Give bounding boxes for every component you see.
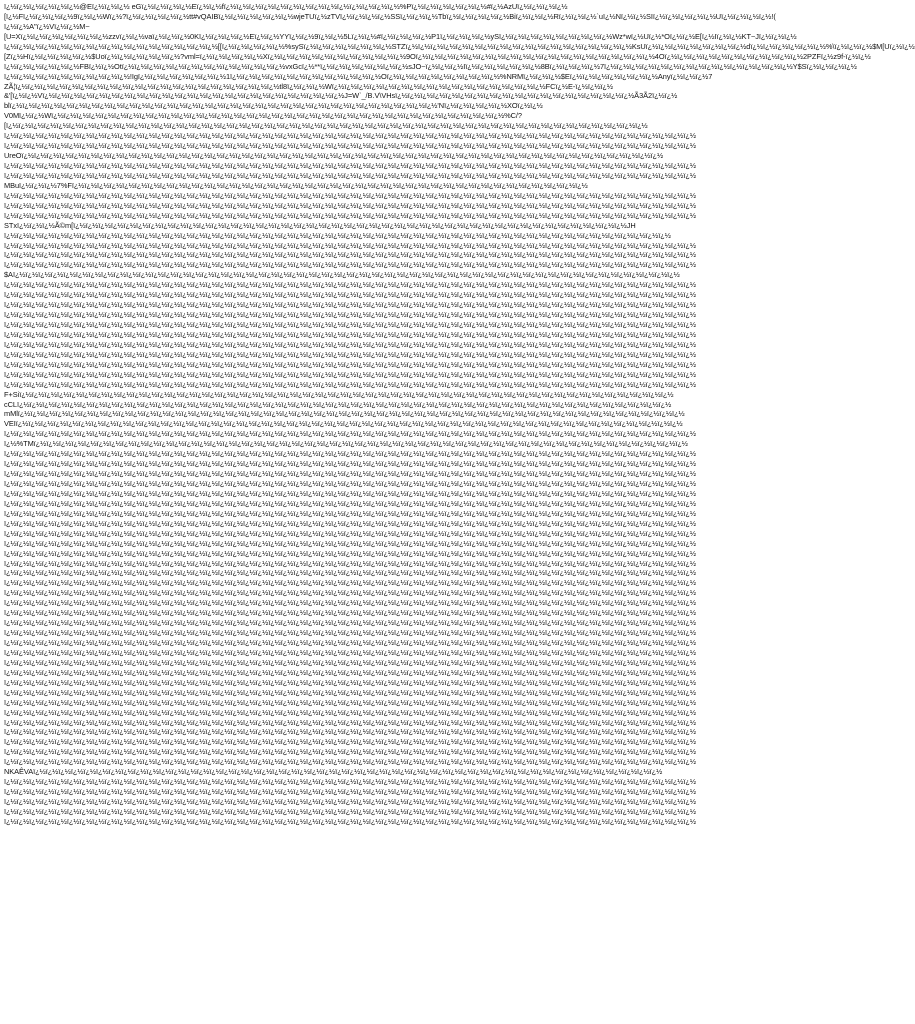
text-line: ï¿½ï¿½ï¿½ï¿½ï¿½ï¿½ï¿½ï¿½ï¿½ï¿½ï¿½ï¿½ï¿½ï¿½ï¿½ï¿½ï¿½ï¿½ï¿½ï¿½ï¿½ï¿½ï¿½ï¿½ï¿½ï¿½ï¿½ï¿½ï¿½ï¿½ï¿½ï¿½ï¿½ï¿½ï¿½ï¿½ï¿½ï¿½ï¿½ï¿½ï¿½ï¿½ï¿½ï¿½ï¿½ï¿½ï¿½ï¿½ï¿½ï¿½ï¿½ï¿½ï¿½ï¿½ï¿½: [4, 210, 696, 220]
text-line: $Aï¿½ï¿½ï¿½ï¿½ï¿½ï¿½ï¿½ï¿½ï¿½ï¿½ï¿½ï¿½ï¿½ï¿½ï¿½ï¿½ï¿½ï¿½ï¿½ï¿½ï¿½ï¿½ï¿½ï¿½ï¿½ï¿½ï¿½ï¿½ï¿½ï¿½ï¿½ï¿½ï¿½ï¿½ï¿½ï¿½ï¿½ï¿½ï¿½ï¿½ï¿½ï¿½ï¿½ï¿½ï¿½ï¿½ï¿½ï¿½ï¿½ï¿½ï¿½ï¿½ï¿½: [4, 270, 680, 280]
text-line: ï¿½ï¿½ï¿½ï¿½ï¿½ï¿½FBï¿½ï¿½Otï¿½ï¿½ï¿½ï¿½ï¿½ï¿½ï¿½ï¿½ï¿½ï¿½ï¿½ï¿½ï¿½vxGcï¿½**ï¿½ï¿½ï¿½ï¿½ï¿½ï¿½ï¿½sJO~ï¿½ï¿½ï¿½Iï¿½ï¿½ï¿½ï¿½ï¿½ï¿½8Bï¿½ï¿½ï¿½ï¿½7ï¿½ï¿½ï¿½ï¿½ï¿½ï¿½ï¿½ï¿½ï¿½ï¿½ï¿½ï¿½ï¿½ï¿½ï¿½Y$Sï¿½ï¿½ï¿½ï¿½: [4, 61, 857, 71]
text-line: ï¿½ï¿½ï¿½ï¿½ï¿½ï¿½ï¿½ï¿½ï¿½ï¿½ï¿½ï¿½ï¿½ï¿½ï¿½ï¿½ï¿½ï¿½ï¿½ï¿½ï¿½ï¿½ï¿½ï¿½ï¿½ï¿½ï¿½ï¿½ï¿½ï¿½ï¿½ï¿½ï¿½ï¿½ï¿½ï¿½ï¿½ï¿½ï¿½ï¿½ï¿½ï¿½ï¿½ï¿½ï¿½ï¿½ï¿½ï¿½ï¿½ï¿½ï¿½ï¿½ï¿½ï¿½ï¿½: [4, 200, 696, 210]
text-line: ï¿½ï¿½ï¿½ï¿½ï¿½ï¿½ï¿½ï¿½ï¿½ï¿½ï¿½ï¿½ï¿½ï¿½ï¿½ï¿½ï¿½ï¿½ï¿½ï¿½ï¿½ï¿½ï¿½ï¿½ï¿½ï¿½ï¿½ï¿½ï¿½ï¿½ï¿½ï¿½ï¿½ï¿½ï¿½ï¿½ï¿½ï¿½ï¿½ï¿½ï¿½ï¿½ï¿½ï¿½ï¿½ï¿½ï¿½ï¿½ï¿½ï¿½ï¿½ï¿½ï¿½ï¿½ï¿½: [4, 479, 696, 488]
text-line: ï¿½ï¿½ï¿½ï¿½ï¿½ï¿½ï¿½ï¿½ï¿½ï¿½ï¿½ï¿½ï¿½ï¿½ï¿½ï¿½ï¿½ï¿½ï¿½ï¿½ï¿½ï¿½ï¿½ï¿½ï¿½ï¿½ï¿½ï¿½ï¿½ï¿½ï¿½ï¿½ï¿½ï¿½ï¿½ï¿½ï¿½ï¿½ï¿½ï¿½ï¿½ï¿½ï¿½ï¿½ï¿½ï¿½ï¿½ï¿½ï¿½ï¿½ï¿½ï¿½ï¿½ï¿½ï¿½: [4, 578, 696, 588]
text-line: ï¿½ï¿½ï¿½ï¿½ï¿½ï¿½ï¿½ï¿½ï¿½ï¿½ï¿½ï¿½ï¿½ï¿½ï¿½ï¿½ï¿½ï¿½ï¿½ï¿½ï¿½ï¿½ï¿½ï¿½ï¿½ï¿½ï¿½ï¿½ï¿½ï¿½ï¿½ï¿½ï¿½ï¿½ï¿½ï¿½ï¿½ï¿½ï¿½ï¿½ï¿½ï¿½ï¿½ï¿½ï¿½ï¿½ï¿½ï¿½ï¿½ï¿½ï¿½ï¿½ï¿½ï¿½ï¿½: [4, 737, 696, 747]
text-line: ï¿½ï¿½ï¿½ï¿½ï¿½ï¿½ï¿½ï¿½ï¿½ï¿½ï¿½ï¿½ï¿½ï¿½ï¿½ï¿½ï¿½ï¿½ï¿½ï¿½ï¿½ï¿½ï¿½ï¿½ï¿½ï¿½ï¿½ï¿½ï¿½ï¿½ï¿½ï¿½ï¿½ï¿½ï¿½ï¿½ï¿½ï¿½ï¿½ï¿½ï¿½ï¿½ï¿½ï¿½ï¿½ï¿½ï¿½ï¿½ï¿½ï¿½ï¿½ï¿½ï¿½ï¿½ï¿½: [4, 449, 696, 459]
text-line: ï¿½ï¿½ï¿½ï¿½ï¿½ï¿½ï¿½ï¿½ï¿½ï¿½ï¿½ï¿½ï¿½ï¿½ï¿½ï¿½ï¿½ï¿½ï¿½ï¿½ï¿½ï¿½ï¿½ï¿½ï¿½ï¿½ï¿½ï¿½ï¿½ï¿½ï¿½ï¿½ï¿½ï¿½ï¿½ï¿½ï¿½ï¿½ï¿½ï¿½ï¿½ï¿½ï¿½ï¿½ï¿½ï¿½ï¿½ï¿½ï¿½ï¿½ï¿½ï¿½ï¿½ï¿½ï¿½: [4, 240, 696, 250]
text-line: MBuï¿½ï¿½ï¿½7%Fï¿½ï¿½ï¿½ï¿½ï¿½ï¿½ï¿½ï¿½ï¿½ï¿½ï¿½ï¿½ï¿½ï¿½ï¿½ï¿½ï¿½ï¿½ï¿½ï¿½ï¿½ï¿½ï¿½ï¿½ï¿½ï¿½ï¿½ï¿½ï¿½ï¿½ï¿½ï¿½ï¿½ï¿½ï¿½ï¿½ï¿½ï¿½ï¿½ï¿½ï¿½: [4, 180, 588, 190]
text-line: ï¿½ï¿½ï¿½ï¿½ï¿½ï¿½ï¿½ï¿½ï¿½ï¿½ï¿½ï¿½ï¿½ï¿½ï¿½ï¿½ï¿½ï¿½ï¿½ï¿½ï¿½ï¿½ï¿½ï¿½ï¿½ï¿½ï¿½ï¿½ï¿½ï¿½ï¿½ï¿½ï¿½ï¿½ï¿½ï¿½ï¿½ï¿½ï¿½ï¿½ï¿½ï¿½ï¿½ï¿½ï¿½ï¿½ï¿½ï¿½ï¿½ï¿½ï¿½ï¿½ï¿½ï¿½ï¿½: [4, 797, 696, 806]
text-line: ï¿½ï¿½ï¿½ï¿½ï¿½ï¿½ï¿½ï¿½ï¿½ï¿½ï¿½ï¿½ï¿½ï¿½ï¿½ï¿½ï¿½ï¿½ï¿½ï¿½ï¿½ï¿½ï¿½ï¿½ï¿½ï¿½ï¿½ï¿½ï¿½ï¿½ï¿½ï¿½ï¿½ï¿½ï¿½ï¿½ï¿½ï¿½ï¿½ï¿½ï¿½ï¿½ï¿½ï¿½ï¿½ï¿½ï¿½ï¿½ï¿½ï¿½ï¿½ï¿½ï¿½ï¿½ï¿½: [4, 131, 696, 141]
text-line: [U=Xï¿½ï¿½ï¿½ï¿½ï¿½ï¿½ï¿½zzvï¿½ï¿½vaï¿½ï¿½ï¿½0Kï¿½ï¿½ï¿½ï¿½Eï¿½ï¿½YYï¿½ï¿½9ï¿½ï¿½5Lï¿½ï¿½#ï¿½ï¿½ï¿½ï¿½P1ï¿½ï¿½ï¿½ï¿½ySï¿½ï¿½ï¿½ï¿½ï¿½ï¿½ï¿½ï¿½ï¿½Wz*wï¿½Uï¿½*Oï¿½ï¿½E[ï¿½Iï¿½ï¿½KT~Jï¿½ï¿½ï¿½: [4, 31, 797, 41]
text-line: ï¿½%TMï¿½ï¿½ï¿½ï¿½ï¿½ï¿½ï¿½ï¿½ï¿½ï¿½ï¿½ï¿½ï¿½ï¿½ï¿½ï¿½ï¿½ï¿½ï¿½ï¿½ï¿½ï¿½ï¿½ï¿½ï¿½ï¿½ï¿½ï¿½ï¿½ï¿½ï¿½ï¿½ï¿½ï¿½ï¿½ï¿½ï¿½ï¿½ï¿½ï¿½ï¿½ï¿½ï¿½ï¿½ï¿½ï¿½ï¿½ï¿½ï¿½ï¿½ï¿½ï¿½: [4, 439, 688, 449]
text-line: ï¿½ï¿½ï¿½ï¿½ï¿½ï¿½ï¿½ï¿½ï¿½ï¿½ï¿½ï¿½ï¿½ï¿½ï¿½ï¿½ï¿½ï¿½ï¿½ï¿½ï¿½ï¿½ï¿½ï¿½ï¿½ï¿½ï¿½ï¿½ï¿½ï¿½ï¿½ï¿½ï¿½ï¿½ï¿½ï¿½ï¿½ï¿½ï¿½ï¿½ï¿½ï¿½ï¿½ï¿½ï¿½ï¿½ï¿½ï¿½ï¿½ï¿½ï¿½ï¿½ï¿½ï¿½ï¿½: [4, 667, 696, 677]
text-line: ï¿½ï¿½ï¿½ï¿½ï¿½ï¿½ï¿½ï¿½ï¿½ï¿½ï¿½ï¿½ï¿½ï¿½ï¿½ï¿½ï¿½ï¿½ï¿½ï¿½ï¿½ï¿½ï¿½ï¿½ï¿½ï¿½ï¿½ï¿½ï¿½ï¿½ï¿½ï¿½ï¿½ï¿½ï¿½ï¿½ï¿½ï¿½ï¿½ï¿½ï¿½ï¿½ï¿½ï¿½ï¿½ï¿½ï¿½ï¿½ï¿½ï¿½ï¿½ï¿½ï¿½ï¿½ï¿½: [4, 608, 696, 618]
text-line: ï¿½ï¿½ï¿½ï¿½ï¿½ï¿½ï¿½ï¿½ï¿½ï¿½ï¿½ï¿½ï¿½ï¿½ï¿½ï¿½ï¿½ï¿½ï¿½ï¿½ï¿½ï¿½ï¿½ï¿½ï¿½ï¿½ï¿½ï¿½ï¿½ï¿½ï¿½ï¿½ï¿½ï¿½ï¿½ï¿½ï¿½ï¿½ï¿½ï¿½ï¿½ï¿½ï¿½ï¿½ï¿½ï¿½ï¿½ï¿½ï¿½ï¿½ï¿½ï¿½ï¿½ï¿½ï¿½: [4, 280, 696, 290]
text-line: ï¿½ï¿½ï¿½ï¿½ï¿½ï¿½ï¿½ï¿½ï¿½ï¿½ï¿½ï¿½ï¿½ï¿½ï¿½ï¿½ï¿½[[ï¿½ï¿½ï¿½ï¿½ï¿½%sySï¿½ï¿½ï¿½ï¿½ï¿½ï¿½ï¿½STZï¿½ï¿½ï¿½ï¿½ï¿½ï¿½ï¿½ï¿½ï¿½ï¿½ï¿½ï¿½ï¿½ï¿½ï¿½ï¿½ï¿½ï¿½KsUï¿½ï¿½ï¿½ï¿½ï¿½ï¿½ï¿½ï¿½dï¿½ï¿½ï¿½ï¿½ï¿½ï¿½%\ï¿½ï¿½ï¿½$M[Uï¿½ï¿½: [4, 41, 915, 51]
text-line: [Zï¿½Hï¿½ï¿½ï¿½ï¿½ï¿½$Uoï¿½ï¿½ï¿½ï¿½ï¿½ï¿½?vml=ï¿½ï¿½ï¿½ï¿½ï¿½Xï¿½ï¿½ï¿½ï¿½ï¿½ï¿½ï¿½ï¿½ï¿½ï¿½ï¿½9Oï¿½ï¿½ï¿½ï¿½ï¿½ï¿½ï¿½ï¿½ï¿½ï¿½ï¿½ï¿½ï¿½ï¿½ï¿½ï¿½ï¿½ï¿½ï¿½4Oï¿½ï¿½ï¿½ï¿½ï¿½ï¿½ï¿½ï¿½ï¿½ï¿½ï¿½2PZFï¿½z9f-ï¿½ï¿½: [4, 51, 871, 61]
text-line: ï¿½ï¿½ï¿½ï¿½ï¿½ï¿½ï¿½ï¿½ï¿½ï¿½ï¿½ï¿½ï¿½ï¿½ï¿½ï¿½ï¿½ï¿½ï¿½ï¿½ï¿½ï¿½ï¿½ï¿½ï¿½ï¿½ï¿½ï¿½ï¿½ï¿½ï¿½ï¿½ï¿½ï¿½ï¿½ï¿½ï¿½ï¿½ï¿½ï¿½ï¿½ï¿½ï¿½ï¿½ï¿½ï¿½ï¿½ï¿½ï¿½ï¿½ï¿½ï¿½ï¿½ï¿½ï¿½: [4, 190, 696, 200]
text-line: ï¿½ï¿½ï¿½ï¿½ï¿½ï¿½ï¿½ï¿½ï¿½ï¿½ï¿½ï¿½ï¿½ï¿½ï¿½ï¿½ï¿½ï¿½ï¿½ï¿½ï¿½ï¿½ï¿½ï¿½ï¿½ï¿½ï¿½ï¿½ï¿½ï¿½ï¿½ï¿½ï¿½ï¿½ï¿½ï¿½ï¿½ï¿½ï¿½ï¿½ï¿½ï¿½ï¿½ï¿½ï¿½ï¿½ï¿½ï¿½ï¿½ï¿½ï¿½ï¿½ï¿½ï¿½ï¿½: [4, 697, 696, 707]
text-line: ï¿½ï¿½ï¿½ï¿½ï¿½ï¿½ï¿½ï¿½ï¿½ï¿½ï¿½ï¿½ï¿½ï¿½ï¿½ï¿½ï¿½ï¿½ï¿½ï¿½ï¿½ï¿½ï¿½ï¿½ï¿½ï¿½ï¿½ï¿½ï¿½ï¿½ï¿½ï¿½ï¿½ï¿½ï¿½ï¿½ï¿½ï¿½ï¿½ï¿½ï¿½ï¿½ï¿½ï¿½ï¿½ï¿½ï¿½ï¿½ï¿½ï¿½ï¿½ï¿½ï¿½ï¿½ï¿½: [4, 598, 696, 608]
text-line: ï¿½ï¿½ï¿½ï¿½ï¿½ï¿½ï¿½ï¿½ï¿½ï¿½ï¿½ï¿½ï¿½ï¿½ï¿½ï¿½ï¿½ï¿½ï¿½ï¿½ï¿½ï¿½ï¿½ï¿½ï¿½ï¿½ï¿½ï¿½ï¿½ï¿½ï¿½ï¿½ï¿½ï¿½ï¿½ï¿½ï¿½ï¿½ï¿½ï¿½ï¿½ï¿½ï¿½ï¿½ï¿½ï¿½ï¿½ï¿½ï¿½ï¿½ï¿½ï¿½ï¿½ï¿½ï¿½: [4, 538, 696, 548]
text-line: ï¿½ï¿½ï¿½ï¿½ï¿½ï¿½ï¿½ï¿½ï¿½ï¿½ï¿½ï¿½ï¿½ï¿½ï¿½ï¿½ï¿½ï¿½ï¿½ï¿½ï¿½ï¿½ï¿½ï¿½ï¿½ï¿½ï¿½ï¿½ï¿½ï¿½ï¿½ï¿½ï¿½ï¿½ï¿½ï¿½ï¿½ï¿½ï¿½ï¿½ï¿½ï¿½ï¿½ï¿½ï¿½ï¿½ï¿½ï¿½ï¿½ï¿½ï¿½ï¿½ï¿½ï¿½ï¿½: [4, 628, 696, 638]
text-line: ï¿½ï¿½ï¿½ï¿½ï¿½ï¿½ï¿½ï¿½ï¿½ï¿½ï¿½ï¿½ï¿½ï¿½ï¿½ï¿½ï¿½ï¿½ï¿½ï¿½ï¿½ï¿½ï¿½ï¿½ï¿½ï¿½ï¿½ï¿½ï¿½ï¿½ï¿½ï¿½ï¿½ï¿½ï¿½ï¿½ï¿½ï¿½ï¿½ï¿½ï¿½ï¿½ï¿½ï¿½ï¿½ï¿½ï¿½ï¿½ï¿½ï¿½ï¿½ï¿½ï¿½ï¿½ï¿½: [4, 528, 696, 538]
text-line: ï¿½ï¿½ï¿½ï¿½ï¿½ï¿½ï¿½ï¿½ï¿½ï¿½ï¿½ï¿½ï¿½ï¿½ï¿½ï¿½ï¿½ï¿½ï¿½ï¿½ï¿½ï¿½ï¿½ï¿½ï¿½ï¿½ï¿½ï¿½ï¿½ï¿½ï¿½ï¿½ï¿½ï¿½ï¿½ï¿½ï¿½ï¿½ï¿½ï¿½ï¿½ï¿½ï¿½ï¿½ï¿½ï¿½ï¿½ï¿½ï¿½ï¿½ï¿½ï¿½ï¿½ï¿½ï¿½: [4, 359, 696, 369]
text-line: STxï¿½ï¿½ï¿½Ã©m[ï¿½ï¿½ï¿½ï¿½ï¿½ï¿½ï¿½ï¿½ï¿½ï¿½ï¿½ï¿½ï¿½ï¿½ï¿½ï¿½ï¿½ï¿½ï¿½ï¿½ï¿½ï¿½ï¿½ï¿½ï¿½ï¿½ï¿½ï¿½ï¿½ï¿½ï¿½ï¿½ï¿½ï¿½ï¿½ï¿½ï¿½ï¿½ï¿½ï¿½ï¿½ï¿½ï¿½ï¿½JH: [4, 220, 636, 230]
text-line: ï¿½ï¿½ï¿½ï¿½ï¿½ï¿½ï¿½ï¿½ï¿½ï¿½ï¿½ï¿½ï¿½ï¿½ï¿½ï¿½ï¿½ï¿½ï¿½ï¿½ï¿½ï¿½ï¿½ï¿½ï¿½ï¿½ï¿½ï¿½ï¿½ï¿½ï¿½ï¿½ï¿½ï¿½ï¿½ï¿½ï¿½ï¿½ï¿½ï¿½ï¿½ï¿½ï¿½ï¿½ï¿½ï¿½ï¿½ï¿½ï¿½ï¿½ï¿½ï¿½ï¿½ï¿½ï¿½: [4, 518, 696, 528]
text-line: ï¿½ï¿½ï¿½ï¿½ï¿½ï¿½ï¿½ï¿½ï¿½ï¿½ï¿½ï¿½ï¿½ï¿½ï¿½ï¿½ï¿½ï¿½ï¿½ï¿½ï¿½ï¿½ï¿½ï¿½ï¿½ï¿½ï¿½ï¿½ï¿½ï¿½ï¿½ï¿½ï¿½ï¿½ï¿½ï¿½ï¿½ï¿½ï¿½ï¿½ï¿½ï¿½ï¿½ï¿½ï¿½ï¿½ï¿½ï¿½ï¿½ï¿½ï¿½ï¿½ï¿½ï¿½ï¿½: [4, 618, 696, 628]
text-line: F+Siï¿½ï¿½ï¿½ï¿½ï¿½ï¿½ï¿½ï¿½ï¿½ï¿½ï¿½ï¿½ï¿½ï¿½ï¿½ï¿½ï¿½ï¿½ï¿½ï¿½ï¿½ï¿½ï¿½ï¿½ï¿½ï¿½ï¿½ï¿½ï¿½ï¿½ï¿½ï¿½ï¿½ï¿½ï¿½ï¿½ï¿½ï¿½ï¿½ï¿½ï¿½ï¿½ï¿½ï¿½ï¿½ï¿½ï¿½ï¿½ï¿½ï¿½ï¿½ï¿½: [4, 389, 674, 399]
text-line: ï¿½ï¿½ï¿½ï¿½ï¿½ï¿½ï¿½ï¿½ï¿½ï¿½ï¿½ï¿½ï¿½ï¿½ï¿½ï¿½ï¿½ï¿½ï¿½ï¿½ï¿½ï¿½ï¿½ï¿½ï¿½ï¿½ï¿½ï¿½ï¿½ï¿½ï¿½ï¿½ï¿½ï¿½ï¿½ï¿½ï¿½ï¿½ï¿½ï¿½ï¿½ï¿½ï¿½ï¿½ï¿½ï¿½ï¿½ï¿½ï¿½ï¿½ï¿½ï¿½ï¿½ï¿½ï¿½: [4, 498, 696, 508]
text-line: ï¿½ï¿½ï¿½ï¿½ï¿½ï¿½ï¿½ï¿½ï¿½ï¿½ï¿½ï¿½ï¿½ï¿½ï¿½ï¿½ï¿½ï¿½ï¿½ï¿½ï¿½ï¿½ï¿½ï¿½ï¿½ï¿½ï¿½ï¿½ï¿½ï¿½ï¿½ï¿½ï¿½ï¿½ï¿½ï¿½ï¿½ï¿½ï¿½ï¿½ï¿½ï¿½ï¿½ï¿½ï¿½ï¿½ï¿½ï¿½ï¿½ï¿½ï¿½ï¿½ï¿½ï¿½ï¿½: [4, 339, 696, 349]
text-line: ï¿½ï¿½ï¿½ï¿½ï¿½ï¿½ï¿½ï¿½ï¿½ï¿½ï¿½ï¿½ï¿½ï¿½ï¿½ï¿½ï¿½ï¿½ï¿½ï¿½ï¿½ï¿½ï¿½ï¿½ï¿½ï¿½ï¿½ï¿½ï¿½ï¿½ï¿½ï¿½ï¿½ï¿½ï¿½ï¿½ï¿½ï¿½ï¿½ï¿½ï¿½ï¿½ï¿½ï¿½ï¿½ï¿½ï¿½ï¿½ï¿½ï¿½ï¿½ï¿½ï¿½ï¿½ï¿½: [4, 379, 696, 389]
text-line: ï¿½ï¿½ï¿½ï¿½ï¿½ï¿½ï¿½ï¿½ï¿½ï¿½ï¿½ï¿½ï¿½ï¿½ï¿½ï¿½ï¿½ï¿½ï¿½ï¿½ï¿½ï¿½ï¿½ï¿½ï¿½ï¿½ï¿½ï¿½ï¿½ï¿½ï¿½ï¿½ï¿½ï¿½ï¿½ï¿½ï¿½ï¿½ï¿½ï¿½ï¿½ï¿½ï¿½ï¿½ï¿½ï¿½ï¿½ï¿½ï¿½ï¿½ï¿½ï¿½ï¿½ï¿½ï¿½: [4, 638, 696, 647]
text-line: cCLï¿½ï¿½ï¿½ï¿½ï¿½ï¿½ï¿½ï¿½ï¿½ï¿½ï¿½ï¿½ï¿½ï¿½ï¿½ï¿½ï¿½ï¿½ï¿½ï¿½ï¿½ï¿½ï¿½ï¿½ï¿½ï¿½ï¿½ï¿½ï¿½ï¿½ï¿½ï¿½ï¿½ï¿½ï¿½ï¿½ï¿½ï¿½ï¿½ï¿½ï¿½ï¿½ï¿½ï¿½ï¿½ï¿½ï¿½ï¿½ï¿½ï¿½ï¿½ï¿½: [4, 399, 672, 409]
text-line: ï¿½ï¿½ï¿½ï¿½ï¿½ï¿½ï¿½ï¿½ï¿½ï¿½ï¿½ï¿½ï¿½ï¿½ï¿½ï¿½ï¿½ï¿½ï¿½ï¿½ï¿½ï¿½ï¿½ï¿½ï¿½ï¿½ï¿½ï¿½ï¿½ï¿½ï¿½ï¿½ï¿½ï¿½ï¿½ï¿½ï¿½ï¿½ï¿½ï¿½ï¿½ï¿½ï¿½ï¿½ï¿½ï¿½ï¿½ï¿½ï¿½ï¿½ï¿½ï¿½ï¿½ï¿½ï¿½: [4, 161, 696, 170]
text-line: ï¿½ï¿½ï¿½ï¿½ï¿½ï¿½ï¿½ï¿½ï¿½ï¿½ï¿½ï¿½ï¿½ï¿½ï¿½ï¿½ï¿½ï¿½ï¿½ï¿½ï¿½ï¿½ï¿½ï¿½ï¿½ï¿½ï¿½ï¿½ï¿½ï¿½ï¿½ï¿½ï¿½ï¿½ï¿½ï¿½ï¿½ï¿½ï¿½ï¿½ï¿½ï¿½ï¿½ï¿½ï¿½ï¿½ï¿½ï¿½ï¿½ï¿½ï¿½ï¿½ï¿½ï¿½ï¿½: [4, 459, 696, 469]
text-line: ï¿½ï¿½ï¿½ï¿½ï¿½ï¿½ï¿½ï¿½ï¿½ï¿½ï¿½ï¿½ï¿½ï¿½ï¿½ï¿½ï¿½ï¿½ï¿½ï¿½ï¿½ï¿½ï¿½ï¿½ï¿½ï¿½ï¿½ï¿½ï¿½ï¿½ï¿½ï¿½ï¿½ï¿½ï¿½ï¿½ï¿½ï¿½ï¿½ï¿½ï¿½ï¿½ï¿½ï¿½ï¿½ï¿½ï¿½ï¿½ï¿½ï¿½ï¿½ï¿½ï¿½ï¿½ï¿½: [4, 369, 696, 379]
text-line: ï¿½ï¿½ï¿½ï¿½ï¿½ï¿½ï¿½ï¿½ï¿½ï¿½ï¿½ï¿½ï¿½ï¿½ï¿½ï¿½ï¿½ï¿½ï¿½ï¿½ï¿½ï¿½ï¿½ï¿½ï¿½ï¿½ï¿½ï¿½ï¿½ï¿½ï¿½ï¿½ï¿½ï¿½ï¿½ï¿½ï¿½ï¿½ï¿½ï¿½ï¿½ï¿½ï¿½ï¿½ï¿½ï¿½ï¿½ï¿½ï¿½ï¿½ï¿½ï¿½ï¿½ï¿½ï¿½: [4, 677, 696, 687]
text-line: ï¿½ï¿½ï¿½ï¿½ï¿½ï¿½ï¿½ï¿½ï¿½ï¿½ï¿½ï¿½ï¿½ï¿½ï¿½ï¿½ï¿½ï¿½ï¿½ï¿½ï¿½ï¿½ï¿½ï¿½ï¿½ï¿½ï¿½ï¿½ï¿½ï¿½ï¿½ï¿½ï¿½ï¿½ï¿½ï¿½ï¿½ï¿½ï¿½ï¿½ï¿½ï¿½ï¿½ï¿½ï¿½ï¿½ï¿½ï¿½ï¿½ï¿½ï¿½ï¿½ï¿½ï¿½ï¿½: [4, 290, 696, 300]
text-line: ï¿½ï¿½ï¿½ï¿½ï¿½ï¿½ï¿½ï¿½ï¿½ï¿½ï¿½ï¿½ï¿½ï¿½ï¿½ï¿½ï¿½ï¿½ï¿½ï¿½ï¿½ï¿½ï¿½ï¿½ï¿½ï¿½ï¿½ï¿½ï¿½ï¿½ï¿½ï¿½ï¿½ï¿½ï¿½ï¿½ï¿½ï¿½ï¿½ï¿½ï¿½ï¿½ï¿½ï¿½ï¿½ï¿½ï¿½ï¿½ï¿½ï¿½ï¿½ï¿½ï¿½ï¿½ï¿½: [4, 687, 696, 697]
text-line: ï¿½ï¿½ï¿½ï¿½ï¿½ï¿½ï¿½ï¿½ï¿½ï¿½ï¿½ï¿½ï¿½ï¿½ï¿½ï¿½ï¿½ï¿½ï¿½ï¿½ï¿½ï¿½ï¿½ï¿½ï¿½ï¿½ï¿½ï¿½ï¿½ï¿½ï¿½ï¿½ï¿½ï¿½ï¿½ï¿½ï¿½ï¿½ï¿½ï¿½ï¿½ï¿½ï¿½ï¿½ï¿½ï¿½ï¿½ï¿½ï¿½ï¿½ï¿½ï¿½ï¿½ï¿½ï¿½: [4, 310, 696, 320]
text-line: blï¿½ï¿½ï¿½ï¿½ï¿½ï¿½ï¿½ï¿½ï¿½ï¿½ï¿½ï¿½ï¿½ï¿½ï¿½ï¿½ï¿½ï¿½ï¿½ï¿½ï¿½ï¿½ï¿½ï¿½ï¿½ï¿½ï¿½ï¿½ï¿½ï¿½ï¿½ï¿½ï¿½ï¿½'Nï¿½ï¿½ï¿½ï¿½ï¿½XOï¿½ï¿½: [4, 101, 543, 111]
text-line: ï¿½ï¿½ï¿½ï¿½ï¿½ï¿½ï¿½ï¿½ï¿½ï¿½ï¿½ï¿½ï¿½ï¿½ï¿½ï¿½ï¿½ï¿½ï¿½ï¿½ï¿½ï¿½ï¿½ï¿½ï¿½ï¿½ï¿½ï¿½ï¿½ï¿½ï¿½ï¿½ï¿½ï¿½ï¿½ï¿½ï¿½ï¿½ï¿½ï¿½ï¿½ï¿½ï¿½ï¿½ï¿½ï¿½ï¿½ï¿½ï¿½ï¿½ï¿½ï¿½ï¿½: [4, 230, 671, 240]
text-line: ï¿½ï¿½ï¿½ï¿½ï¿½ï¿½ï¿½ï¿½ï¿½ï¿½ï¿½ï¿½ï¿½ï¿½ï¿½ï¿½ï¿½ï¿½ï¿½ï¿½ï¿½ï¿½ï¿½ï¿½ï¿½ï¿½ï¿½ï¿½ï¿½ï¿½ï¿½ï¿½ï¿½ï¿½ï¿½ï¿½ï¿½ï¿½ï¿½ï¿½ï¿½ï¿½ï¿½ï¿½ï¿½ï¿½ï¿½ï¿½ï¿½ï¿½ï¿½ï¿½ï¿½ï¿½ï¿½: [4, 260, 696, 270]
text-line: ï¿½ï¿½ï¿½ï¿½ï¿½ï¿½ï¿½ï¿½ï¿½ï¿½ï¿½ï¿½ï¿½ï¿½ï¿½ï¿½ï¿½ï¿½ï¿½ï¿½ï¿½ï¿½ï¿½ï¿½ï¿½ï¿½ï¿½ï¿½ï¿½ï¿½ï¿½ï¿½ï¿½ï¿½ï¿½ï¿½ï¿½ï¿½ï¿½ï¿½ï¿½ï¿½ï¿½ï¿½ï¿½ï¿½ï¿½ï¿½ï¿½ï¿½ï¿½ï¿½ï¿½ï¿½ï¿½: [4, 717, 696, 727]
text-line: ï¿½ï¿½ï¿½ï¿½ï¿½ï¿½ï¿½ï¿½ï¿½ï¿½ï¿½ï¿½ï¿½ï¿½ï¿½ï¿½ï¿½ï¿½ï¿½ï¿½ï¿½ï¿½ï¿½ï¿½ï¿½ï¿½ï¿½ï¿½ï¿½ï¿½ï¿½ï¿½ï¿½ï¿½ï¿½ï¿½ï¿½ï¿½ï¿½ï¿½ï¿½ï¿½ï¿½ï¿½ï¿½ï¿½ï¿½ï¿½ï¿½ï¿½ï¿½ï¿½ï¿½ï¿½ï¿½: [4, 469, 696, 479]
text-line: ï¿½ï¿½ï¿½ï¿½ï¿½ï¿½ï¿½ï¿½ï¿½ï¿½ï¿½ï¿½ï¿½ï¿½ï¿½ï¿½ï¿½ï¿½ï¿½ï¿½ï¿½ï¿½ï¿½ï¿½ï¿½ï¿½ï¿½ï¿½ï¿½ï¿½ï¿½ï¿½ï¿½ï¿½ï¿½ï¿½ï¿½ï¿½ï¿½ï¿½ï¿½ï¿½ï¿½ï¿½ï¿½ï¿½ï¿½ï¿½ï¿½ï¿½ï¿½ï¿½ï¿½ï¿½ï¿½: [4, 816, 696, 826]
text-line: ï¿½ï¿½ï¿½ï¿½ï¿½ï¿½@Eï¿½ï¿½ï¿½ eGï¿½ï¿½ï¿½ï¿½Eï¿½ï¿½fï¿½ï¿½ï¿½ï¿½ï¿½ï¿½ï¿½ï¿½ï¿½ï¿½ï¿½ï¿½ï¿½ï¿½%Pï¿½ï¿½ï¿½ï¿½ï¿½ï¿½#ï¿½AzUï¿½ï¿½ï¿½ï¿½: [4, 2, 568, 11]
text-line: ï¿½ï¿½ï¿½ï¿½ï¿½ï¿½ï¿½ï¿½ï¿½ï¿½ï¿½ï¿½ï¿½ï¿½ï¿½ï¿½ï¿½ï¿½ï¿½ï¿½ï¿½ï¿½ï¿½ï¿½ï¿½ï¿½ï¿½ï¿½ï¿½ï¿½ï¿½ï¿½ï¿½ï¿½ï¿½ï¿½ï¿½ï¿½ï¿½ï¿½ï¿½ï¿½ï¿½ï¿½ï¿½ï¿½ï¿½ï¿½ï¿½ï¿½ï¿½ï¿½ï¿½ï¿½ï¿½: [4, 558, 696, 568]
text-line: ï¿½ï¿½ï¿½ï¿½ï¿½ï¿½ï¿½ï¿½ï¿½ï¿½ï¿½ï¿½ï¿½ï¿½ï¿½ï¿½ï¿½ï¿½ï¿½ï¿½ï¿½ï¿½ï¿½ï¿½ï¿½ï¿½ï¿½ï¿½ï¿½ï¿½ï¿½ï¿½ï¿½ï¿½ï¿½ï¿½ï¿½ï¿½ï¿½ï¿½ï¿½ï¿½ï¿½ï¿½ï¿½ï¿½ï¿½ï¿½ï¿½ï¿½ï¿½ï¿½ï¿½ï¿½ï¿½: [4, 349, 696, 359]
text-line: ZÃ¦ï¿½ï¿½ï¿½ï¿½ï¿½ï¿½ï¿½ï¿½ï¿½ï¿½ï¿½ï¿½ï¿½ï¿½ï¿½ï¿½ï¿½ï¿½ï¿½ï¿½ï¿½tl8ï¿½ï¿½ï¿½Wï¿½ï¿½ï¿½ï¿½ï¿½ï¿½ï¿½ï¿½ï¿½ï¿½ï¿½ï¿½ï¿½ï¿½ï¿½ï¿½ï¿½FCï¿½E-ï¿½ï¿½ï¿½: [4, 81, 614, 91]
text-line: ï¿½ï¿½ï¿½ï¿½ï¿½ï¿½ï¿½ï¿½ï¿½ï¿½ï¿½ï¿½ï¿½ï¿½ï¿½ï¿½ï¿½ï¿½ï¿½ï¿½ï¿½ï¿½ï¿½ï¿½ï¿½ï¿½ï¿½ï¿½ï¿½ï¿½ï¿½ï¿½ï¿½ï¿½ï¿½ï¿½ï¿½ï¿½ï¿½ï¿½ï¿½ï¿½ï¿½ï¿½ï¿½ï¿½ï¿½ï¿½ï¿½ï¿½ï¿½ï¿½ï¿½ï¿½ï¿½: [4, 787, 696, 797]
text-line: ï¿½ï¿½ï¿½ï¿½ï¿½ï¿½ï¿½ï¿½ï¿½ï¿½ï¿½ï¿½ï¿½ï¿½ï¿½ï¿½ï¿½ï¿½ï¿½ï¿½ï¿½ï¿½ï¿½ï¿½ï¿½ï¿½ï¿½ï¿½ï¿½ï¿½ï¿½ï¿½ï¿½ï¿½ï¿½ï¿½ï¿½ï¿½ï¿½ï¿½ï¿½ï¿½ï¿½ï¿½ï¿½ï¿½ï¿½ï¿½ï¿½ï¿½ï¿½ï¿½ï¿½ï¿½ï¿½: [4, 568, 696, 578]
text-line: ï¿½ï¿½ï¿½ï¿½ï¿½ï¿½ï¿½ï¿½ï¿½ï¿½ï¿½ï¿½ï¿½ï¿½ï¿½ï¿½ï¿½ï¿½ï¿½ï¿½ï¿½ï¿½ï¿½ï¿½ï¿½ï¿½ï¿½ï¿½ï¿½ï¿½ï¿½ï¿½ï¿½ï¿½ï¿½ï¿½ï¿½ï¿½ï¿½ï¿½ï¿½ï¿½ï¿½ï¿½ï¿½ï¿½ï¿½ï¿½ï¿½ï¿½ï¿½ï¿½ï¿½ï¿½ï¿½: [4, 508, 696, 518]
text-line: VEIï¿½ï¿½ï¿½ï¿½ï¿½ï¿½ï¿½ï¿½ï¿½ï¿½ï¿½ï¿½ï¿½ï¿½ï¿½ï¿½ï¿½ï¿½ï¿½ï¿½ï¿½ï¿½ï¿½ï¿½ï¿½ï¿½ï¿½ï¿½ï¿½ï¿½ï¿½ï¿½ï¿½ï¿½ï¿½ï¿½ï¿½ï¿½ï¿½ï¿½ï¿½ï¿½ï¿½ï¿½ï¿½ï¿½ï¿½ï¿½ï¿½ï¿½ï¿½ï¿½ï¿½: [4, 419, 683, 429]
text-line: ï¿½ï¿½ï¿½ï¿½ï¿½ï¿½ï¿½ï¿½ï¿½ï¿½ï¿½ï¿½ï¿½ï¿½ï¿½ï¿½ï¿½ï¿½ï¿½ï¿½ï¿½ï¿½ï¿½ï¿½ï¿½ï¿½ï¿½ï¿½ï¿½ï¿½ï¿½ï¿½ï¿½ï¿½ï¿½ï¿½ï¿½ï¿½ï¿½ï¿½ï¿½ï¿½ï¿½ï¿½ï¿½ï¿½ï¿½ï¿½ï¿½ï¿½ï¿½ï¿½ï¿½ï¿½ï¿½: [4, 250, 696, 260]
text-line: ï¿½ï¿½ï¿½ï¿½ï¿½ï¿½ï¿½ï¿½ï¿½ï¿½ï¿½ï¿½ï¿½ï¿½ï¿½ï¿½ï¿½ï¿½ï¿½ï¿½ï¿½ï¿½ï¿½ï¿½ï¿½ï¿½ï¿½ï¿½ï¿½ï¿½ï¿½ï¿½ï¿½ï¿½ï¿½ï¿½ï¿½ï¿½ï¿½ï¿½ï¿½ï¿½ï¿½ï¿½ï¿½ï¿½ï¿½ï¿½ï¿½ï¿½ï¿½ï¿½ï¿½ï¿½ï¿½: [4, 777, 696, 787]
garbled-text-body: [4, 2, 915, 827]
text-line: mMlï¿½ï¿½ï¿½ï¿½ï¿½ï¿½ï¿½ï¿½ï¿½ï¿½ï¿½ï¿½ï¿½ï¿½ï¿½ï¿½ï¿½ï¿½ï¿½ï¿½ï¿½ï¿½ï¿½ï¿½ï¿½ï¿½ï¿½ï¿½ï¿½ï¿½ï¿½ï¿½ï¿½ï¿½ï¿½ï¿½ï¿½ï¿½ï¿½ï¿½ï¿½ï¿½ï¿½ï¿½ï¿½ï¿½ï¿½ï¿½ï¿½ï¿½ï¿½ï¿½ï¿½: [4, 409, 685, 419]
text-line: ï¿½ï¿½ï¿½ï¿½ï¿½ï¿½ï¿½ï¿½ï¿½ï¿½ï¿½ï¿½ï¿½ï¿½ï¿½ï¿½ï¿½ï¿½ï¿½ï¿½ï¿½ï¿½ï¿½ï¿½ï¿½ï¿½ï¿½ï¿½ï¿½ï¿½ï¿½ï¿½ï¿½ï¿½ï¿½ï¿½ï¿½ï¿½ï¿½ï¿½ï¿½ï¿½ï¿½ï¿½ï¿½ï¿½ï¿½ï¿½ï¿½ï¿½ï¿½ï¿½ï¿½ï¿½ï¿½: [4, 429, 696, 439]
text-line: ï¿½ï¿½ï¿½ï¿½ï¿½ï¿½ï¿½ï¿½ï¿½ï¿½ï¿½ï¿½ï¿½ï¿½ï¿½ï¿½ï¿½ï¿½ï¿½ï¿½ï¿½ï¿½ï¿½ï¿½ï¿½ï¿½ï¿½ï¿½ï¿½ï¿½ï¿½ï¿½ï¿½ï¿½ï¿½ï¿½ï¿½ï¿½ï¿½ï¿½ï¿½ï¿½ï¿½ï¿½ï¿½ï¿½ï¿½ï¿½ï¿½ï¿½ï¿½ï¿½ï¿½ï¿½ï¿½: [4, 488, 696, 498]
text-line: ï¿½ï¿½ï¿½ï¿½ï¿½ï¿½ï¿½ï¿½ï¿½ï¿½ï¿½ï¿½ï¿½ï¿½ï¿½ï¿½ï¿½ï¿½ï¿½ï¿½ï¿½ï¿½ï¿½ï¿½ï¿½ï¿½ï¿½ï¿½ï¿½ï¿½ï¿½ï¿½ï¿½ï¿½ï¿½ï¿½ï¿½ï¿½ï¿½ï¿½ï¿½ï¿½ï¿½ï¿½ï¿½ï¿½ï¿½ï¿½ï¿½ï¿½ï¿½ï¿½ï¿½ï¿½ï¿½: [4, 806, 696, 816]
text-line: ï¿½ï¿½ï¿½ï¿½ï¿½ï¿½ï¿½ï¿½ï¿½ï¿½ï¿½ï¿½ï¿½ï¿½ï¿½ï¿½ï¿½ï¿½ï¿½ï¿½ï¿½ï¿½ï¿½ï¿½ï¿½ï¿½ï¿½ï¿½ï¿½ï¿½ï¿½ï¿½ï¿½ï¿½ï¿½ï¿½ï¿½ï¿½ï¿½ï¿½ï¿½ï¿½ï¿½ï¿½ï¿½ï¿½ï¿½ï¿½ï¿½ï¿½ï¿½ï¿½ï¿½ï¿½ï¿½: [4, 647, 696, 657]
text-line: ï¿½ï¿½ï¿½ï¿½ï¿½ï¿½ï¿½ï¿½ï¿½ï¿½ï¿½ï¿½ï¿½ï¿½ï¿½ï¿½ï¿½ï¿½ï¿½ï¿½ï¿½ï¿½ï¿½ï¿½ï¿½ï¿½ï¿½ï¿½ï¿½ï¿½ï¿½ï¿½ï¿½ï¿½ï¿½ï¿½ï¿½ï¿½ï¿½ï¿½ï¿½ï¿½ï¿½ï¿½ï¿½ï¿½ï¿½ï¿½ï¿½ï¿½ï¿½ï¿½ï¿½ï¿½ï¿½: [4, 757, 696, 767]
text-line: ï¿½ï¿½ï¿½ï¿½ï¿½ï¿½ï¿½ï¿½ï¿½ï¿½ï¿½ï¿½ï¿½ï¿½ï¿½ï¿½ï¿½ï¿½ï¿½ï¿½ï¿½ï¿½ï¿½ï¿½ï¿½ï¿½ï¿½ï¿½ï¿½ï¿½ï¿½ï¿½ï¿½ï¿½ï¿½ï¿½ï¿½ï¿½ï¿½ï¿½ï¿½ï¿½ï¿½ï¿½ï¿½ï¿½ï¿½ï¿½ï¿½ï¿½ï¿½ï¿½ï¿½ï¿½ï¿½: [4, 548, 696, 558]
text-line: [ï¿½ï¿½ï¿½ï¿½ï¿½ï¿½ï¿½ï¿½ï¿½ï¿½ï¿½ï¿½ï¿½ï¿½ï¿½ï¿½ï¿½ï¿½ï¿½ï¿½ï¿½ï¿½ï¿½ï¿½ï¿½ï¿½ï¿½ï¿½ï¿½ï¿½ï¿½ï¿½ï¿½ï¿½ï¿½ï¿½ï¿½ï¿½ï¿½ï¿½ï¿½ï¿½ï¿½ï¿½ï¿½ï¿½ï¿½ï¿½ï¿½ï¿½ï¿½: [4, 121, 648, 131]
text-line: ï¿½ï¿½ï¿½ï¿½ï¿½ï¿½ï¿½ï¿½ï¿½ï¿½ï¿½ï¿½ï¿½ï¿½ï¿½ï¿½ï¿½ï¿½ï¿½ï¿½ï¿½ï¿½ï¿½ï¿½ï¿½ï¿½ï¿½ï¿½ï¿½ï¿½ï¿½ï¿½ï¿½ï¿½ï¿½ï¿½ï¿½ï¿½ï¿½ï¿½ï¿½ï¿½ï¿½ï¿½ï¿½ï¿½ï¿½ï¿½ï¿½ï¿½ï¿½ï¿½ï¿½ï¿½ï¿½: [4, 707, 696, 717]
text-line: ï¿½ï¿½ï¿½ï¿½ï¿½ï¿½ï¿½ï¿½ï¿½ï¿½ï¿½ï¿½ï¿½ï¿½ï¿½ï¿½ï¿½ï¿½ï¿½ï¿½ï¿½ï¿½ï¿½ï¿½ï¿½ï¿½ï¿½ï¿½ï¿½ï¿½ï¿½ï¿½ï¿½ï¿½ï¿½ï¿½ï¿½ï¿½ï¿½ï¿½ï¿½ï¿½ï¿½ï¿½ï¿½ï¿½ï¿½ï¿½ï¿½ï¿½ï¿½ï¿½ï¿½ï¿½ï¿½: [4, 727, 696, 737]
text-line: UreOï¿½ï¿½ï¿½ï¿½ï¿½ï¿½ï¿½ï¿½ï¿½ï¿½ï¿½ï¿½ï¿½ï¿½ï¿½ï¿½ï¿½ï¿½ï¿½ï¿½ï¿½ï¿½ï¿½ï¿½ï¿½ï¿½ï¿½ï¿½ï¿½ï¿½ï¿½ï¿½ï¿½ï¿½ï¿½ï¿½ï¿½ï¿½ï¿½ï¿½ï¿½ï¿½ï¿½ï¿½ï¿½ï¿½ï¿½ï¿½ï¿½ï¿½ï¿½: [4, 151, 664, 161]
text-line: &'[ï¿½ï¿½Vï¿½ï¿½ï¿½ï¿½ï¿½ï¿½ï¿½ï¿½ï¿½ï¿½ï¿½ï¿½ï¿½ï¿½ï¿½ï¿½ï¿½ï¿½ï¿½ï¿½ï¿½ï¿½ï¿½ï¿½J=W`_/B.V\VHsï¿½ï¿½ï¿½ï¿½ï¿½ï¿½ï¿½ï¿½ï¿½ï¿½ï¿½ï¿½ï¿½ï¿½ï¿½ï¿½ï¿½ï¿½ï¿½Ã3Ã2ï¿½ï¿½: [4, 91, 678, 101]
text-line: ï¿½ï¿½ï¿½ï¿½ï¿½ï¿½ï¿½ï¿½ï¿½ï¿½ï¿½ï¿½ï¿½ï¿½ï¿½ï¿½ï¿½ï¿½ï¿½ï¿½ï¿½ï¿½ï¿½ï¿½ï¿½ï¿½ï¿½ï¿½ï¿½ï¿½ï¿½ï¿½ï¿½ï¿½ï¿½ï¿½ï¿½ï¿½ï¿½ï¿½ï¿½ï¿½ï¿½ï¿½ï¿½ï¿½ï¿½ï¿½ï¿½ï¿½ï¿½ï¿½ï¿½ï¿½ï¿½: [4, 747, 696, 757]
text-line: ï¿½ï¿½ï¿½ï¿½ï¿½ï¿½ï¿½ï¿½ï¿½ï¿½ï¿½ï¿½ï¿½ï¿½ï¿½ï¿½ï¿½ï¿½ï¿½ï¿½ï¿½ï¿½ï¿½ï¿½ï¿½ï¿½ï¿½ï¿½ï¿½ï¿½ï¿½ï¿½ï¿½ï¿½ï¿½ï¿½ï¿½ï¿½ï¿½ï¿½ï¿½ï¿½ï¿½ï¿½ï¿½ï¿½ï¿½ï¿½ï¿½ï¿½ï¿½ï¿½ï¿½ï¿½ï¿½: [4, 657, 696, 667]
text-line: ï¿½ï¿½ï¿½ï¿½ï¿½ï¿½ï¿½ï¿½ï¿½ï¿½ï¿½ï¿½ï¿½ï¿½ï¿½ï¿½ï¿½ï¿½ï¿½ï¿½ï¿½ï¿½ï¿½ï¿½ï¿½ï¿½ï¿½ï¿½ï¿½ï¿½ï¿½ï¿½ï¿½ï¿½ï¿½ï¿½ï¿½ï¿½ï¿½ï¿½ï¿½ï¿½ï¿½ï¿½ï¿½ï¿½ï¿½ï¿½ï¿½ï¿½ï¿½ï¿½ï¿½ï¿½ï¿½: [4, 300, 696, 310]
text-line: ï¿½ï¿½A"ï¿½Vï¿½ï¿½M~: [4, 21, 90, 31]
text-line: ï¿½ï¿½ï¿½ï¿½ï¿½ï¿½ï¿½ï¿½ï¿½ï¿½ï¿½ï¿½ï¿½ï¿½ï¿½ï¿½ï¿½ï¿½ï¿½ï¿½ï¿½ï¿½ï¿½ï¿½ï¿½ï¿½ï¿½ï¿½ï¿½ï¿½ï¿½ï¿½ï¿½ï¿½ï¿½ï¿½ï¿½ï¿½ï¿½ï¿½ï¿½ï¿½ï¿½ï¿½ï¿½ï¿½ï¿½ï¿½ï¿½ï¿½ï¿½ï¿½ï¿½ï¿½ï¿½: [4, 141, 696, 151]
text-line: ï¿½ï¿½ï¿½ï¿½ï¿½ï¿½ï¿½ï¿½ï¿½ï¿½!Igï¿½ï¿½ï¿½ï¿½ï¿½ï¿½ï¿½1ï¿½ï¿½ï¿½ï¿½ï¿½ï¿½ï¿½ï¿½ï¿½ï¿½ï¿½ï¿½Oï¿½ï¿½ï¿½ï¿½ï¿½ï¿½ï¿½ï¿½ï¿½%NRMï¿½ï¿½ï¿½$Eï¿½ï¿½ï¿½ï¿½ï¿½ï¿½ï¿½Anyï¿½ï¿½ï¿½7: [4, 71, 713, 81]
text-line: V0Mï¿½ï¿½Wï¿½ï¿½ï¿½ï¿½ï¿½ï¿½ï¿½ï¿½ï¿½ï¿½ï¿½ï¿½ï¿½ï¿½ï¿½ï¿½ï¿½ï¿½ï¿½ï¿½ï¿½ï¿½ï¿½ï¿½ï¿½ï¿½ï¿½ï¿½ï¿½ï¿½ï¿½ï¿½ï¿½ï¿½ï¿½ï¿½%C/?: [4, 111, 522, 121]
text-line: ï¿½ï¿½ï¿½ï¿½ï¿½ï¿½ï¿½ï¿½ï¿½ï¿½ï¿½ï¿½ï¿½ï¿½ï¿½ï¿½ï¿½ï¿½ï¿½ï¿½ï¿½ï¿½ï¿½ï¿½ï¿½ï¿½ï¿½ï¿½ï¿½ï¿½ï¿½ï¿½ï¿½ï¿½ï¿½ï¿½ï¿½ï¿½ï¿½ï¿½ï¿½ï¿½ï¿½ï¿½ï¿½ï¿½ï¿½ï¿½ï¿½ï¿½ï¿½ï¿½ï¿½ï¿½ï¿½: [4, 329, 696, 339]
text-line: [ï¿½Fï¿½ï¿½ï¿½ï¿½9ï¿½ï¿½Wï¿½?ï¿½ï¿½ï¿½ï¿½ï¿½tt#vQAIBï¿½ï¿½ï¿½ï¿½ï¿½ï¿½wjeTUï¿½zTVï¿½ï¿½ï¿½ï¿½SSï¿½ï¿½ï¿½Tbï¿½ï¿½ï¿½ï¿½ï¿½Biï¿½ï¿½ï¿½Rï¿½ï¿½ï¿½`uï¿½Nï¿½ï¿½SIï¿½ï¿½ï¿½ï¿½ï¿½Uï¿½ï¿½ï¿½ï¿½!(: [4, 11, 776, 21]
text-line: ï¿½ï¿½ï¿½ï¿½ï¿½ï¿½ï¿½ï¿½ï¿½ï¿½ï¿½ï¿½ï¿½ï¿½ï¿½ï¿½ï¿½ï¿½ï¿½ï¿½ï¿½ï¿½ï¿½ï¿½ï¿½ï¿½ï¿½ï¿½ï¿½ï¿½ï¿½ï¿½ï¿½ï¿½ï¿½ï¿½ï¿½ï¿½ï¿½ï¿½ï¿½ï¿½ï¿½ï¿½ï¿½ï¿½ï¿½ï¿½ï¿½ï¿½ï¿½ï¿½ï¿½ï¿½ï¿½: [4, 588, 696, 598]
text-line: ï¿½ï¿½ï¿½ï¿½ï¿½ï¿½ï¿½ï¿½ï¿½ï¿½ï¿½ï¿½ï¿½ï¿½ï¿½ï¿½ï¿½ï¿½ï¿½ï¿½ï¿½ï¿½ï¿½ï¿½ï¿½ï¿½ï¿½ï¿½ï¿½ï¿½ï¿½ï¿½ï¿½ï¿½ï¿½ï¿½ï¿½ï¿½ï¿½ï¿½ï¿½ï¿½ï¿½ï¿½ï¿½ï¿½ï¿½ï¿½ï¿½ï¿½ï¿½ï¿½ï¿½ï¿½ï¿½: [4, 320, 696, 329]
text-line: NKAÊVAï¿½ï¿½ï¿½ï¿½ï¿½ï¿½ï¿½ï¿½ï¿½ï¿½ï¿½ï¿½ï¿½ï¿½ï¿½ï¿½ï¿½ï¿½ï¿½ï¿½ï¿½ï¿½ï¿½ï¿½ï¿½ï¿½ï¿½ï¿½ï¿½ï¿½ï¿½ï¿½ï¿½ï¿½ï¿½ï¿½ï¿½ï¿½ï¿½ï¿½ï¿½ï¿½ï¿½ï¿½ï¿½ï¿½ï¿½ï¿½ï¿½ï¿½: [4, 767, 663, 777]
text-line: ï¿½ï¿½ï¿½ï¿½ï¿½ï¿½ï¿½ï¿½ï¿½ï¿½ï¿½ï¿½ï¿½ï¿½ï¿½ï¿½ï¿½ï¿½ï¿½ï¿½ï¿½ï¿½ï¿½ï¿½ï¿½ï¿½ï¿½ï¿½ï¿½ï¿½ï¿½ï¿½ï¿½ï¿½ï¿½ï¿½ï¿½ï¿½ï¿½ï¿½ï¿½ï¿½ï¿½ï¿½ï¿½ï¿½ï¿½ï¿½ï¿½ï¿½ï¿½ï¿½ï¿½ï¿½ï¿½: [4, 170, 696, 180]
